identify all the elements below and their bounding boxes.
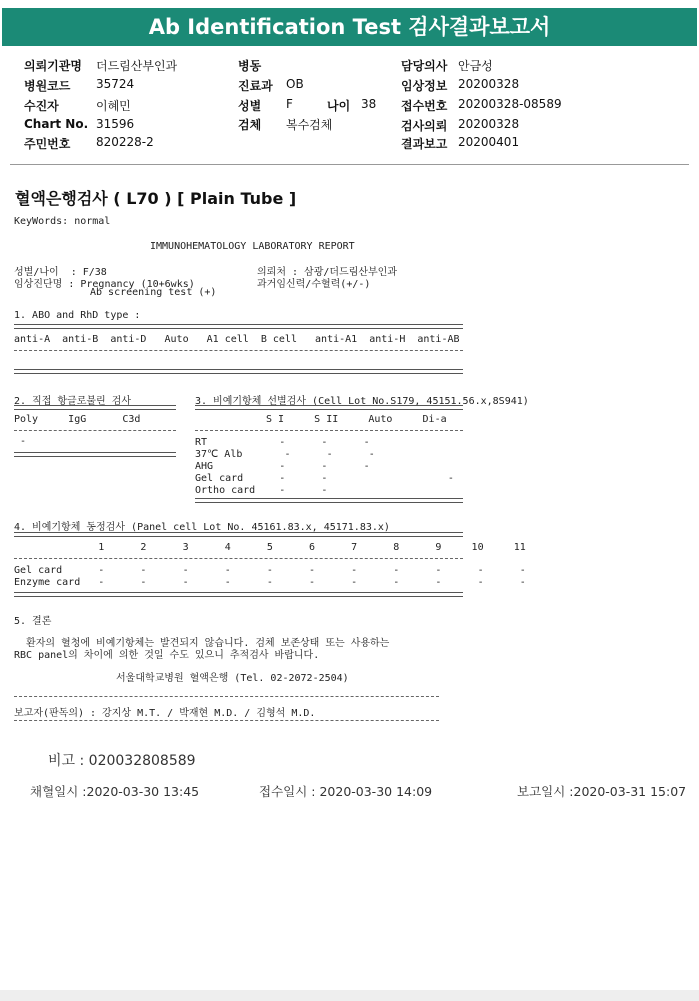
section4-rule-bottom bbox=[14, 592, 463, 597]
reporter-dash-bottom bbox=[14, 720, 439, 721]
header-doctor: 담당의사 bbox=[401, 59, 448, 73]
header-receipt-no-value: 20200328-08589 bbox=[458, 97, 562, 111]
section4-row-enzyme: Enzyme card - - - - - - - - - - - bbox=[14, 577, 526, 588]
section1-rule bbox=[14, 324, 463, 329]
header-clinical-info-value: 20200328 bbox=[458, 77, 520, 91]
section4-columns: 1 2 3 4 5 6 7 8 9 10 11 bbox=[14, 542, 526, 553]
header-hospital-name-value: 더드림산부인과 bbox=[96, 59, 178, 73]
lab-report-title: IMMUNOHEMATOLOGY LABORATORY REPORT bbox=[150, 241, 355, 252]
requester: 의뢰처 : 삼광/더드림산부인과 bbox=[257, 267, 398, 278]
header-sex: 성별 bbox=[238, 99, 262, 113]
header-clinical-info: 임상정보 bbox=[401, 79, 448, 93]
header-test-request-value: 20200328 bbox=[458, 117, 520, 131]
header-divider bbox=[10, 164, 689, 165]
section4-row-gel: Gel card - - - - - - - - - - - bbox=[14, 565, 526, 576]
section3-rule bbox=[195, 405, 463, 410]
header-age-value: 38 bbox=[361, 97, 377, 111]
section2-rule bbox=[14, 405, 176, 410]
section3-title: 3. 비예기항체 선별검사 (Cell Lot No.S179, 45151.56.x,8S941) bbox=[195, 396, 529, 407]
section3-row-rt: RT - - - bbox=[195, 437, 370, 448]
header-doctor-value: 안금성 bbox=[458, 59, 493, 73]
header-specimen: 검체 bbox=[238, 118, 262, 132]
section3-dash bbox=[195, 430, 463, 431]
history: 과거임신력/수혈력(+/-) bbox=[257, 279, 371, 290]
section3-rule-bottom bbox=[195, 498, 463, 503]
reporter-dash-top bbox=[14, 696, 439, 697]
header-resident-no: 주민번호 bbox=[24, 137, 71, 151]
report-title: Ab Identification Test 검사결과보고서 bbox=[2, 8, 697, 46]
section3-row-alb: 37℃ Alb - - - bbox=[195, 449, 375, 460]
section2-row: - bbox=[14, 436, 27, 447]
section4-dash bbox=[14, 558, 463, 559]
header-receipt-no: 접수번호 bbox=[401, 99, 448, 113]
section2-rule-bottom bbox=[14, 452, 176, 457]
header-resident-no-value: 820228-2 bbox=[96, 135, 154, 149]
header-hospital-code-value: 35724 bbox=[96, 77, 135, 91]
reporter: 보고자(판독의) : 강지상 M.T. / 박재현 M.D. / 김형석 M.D. bbox=[14, 708, 316, 719]
remark: 비고 : 020032808589 bbox=[48, 753, 196, 769]
section3-columns: S I S II Auto Di-a bbox=[266, 414, 447, 425]
reported-time: 보고일시 :2020-03-31 15:07 bbox=[517, 784, 687, 799]
section1-columns: anti-A anti-B anti-D Auto A1 cell B cell anti-A1 anti-H anti-AB bbox=[14, 334, 460, 345]
hospital-contact: 서울대학교병원 혈액은행 (Tel. 02-2072-2504) bbox=[116, 673, 349, 684]
section2-title: 2. 직접 항글로불린 검사 bbox=[14, 396, 132, 407]
header-hospital-code: 병원코드 bbox=[24, 79, 71, 93]
conclusion-line1: 환자의 혈청에 비예기항체는 발견되지 않습니다. 검체 보존상태 또는 사용하는 bbox=[14, 638, 390, 649]
section3-row-ortho: Ortho card - - bbox=[195, 485, 328, 496]
bottom-strip bbox=[0, 990, 699, 1001]
header-specimen-value: 복수검체 bbox=[286, 118, 333, 132]
header-result-report-value: 20200401 bbox=[458, 135, 520, 149]
section3-row-ahg: AHG - - - bbox=[195, 461, 370, 472]
section2-dash bbox=[14, 430, 176, 431]
header-ward: 병동 bbox=[238, 59, 262, 73]
section3-row-gel: Gel card - - - bbox=[195, 473, 454, 484]
section5-title: 5. 결론 bbox=[14, 616, 52, 627]
section2-columns: Poly IgG C3d bbox=[14, 414, 141, 425]
header-department-value: OB bbox=[286, 77, 304, 91]
clinical-diagnosis: 임상진단명 : Pregnancy (10+6wks) bbox=[14, 279, 195, 290]
section4-rule bbox=[14, 532, 463, 537]
header-test-request: 검사의뢰 bbox=[401, 119, 448, 133]
test-title: 혈액은행검사 ( L70 ) [ Plain Tube ] bbox=[15, 189, 297, 208]
sex-age: 성별/나이 : F/38 bbox=[14, 267, 107, 278]
header-result-report: 결과보고 bbox=[401, 137, 448, 151]
header-hospital-name: 의뢰기관명 bbox=[24, 59, 82, 73]
header-department: 진료과 bbox=[238, 79, 273, 93]
clinical-diagnosis-2: Ab screening test (+) bbox=[90, 287, 217, 298]
collected-time: 채혈일시 :2020-03-30 13:45 bbox=[30, 784, 200, 799]
received-time: 접수일시 : 2020-03-30 14:09 bbox=[259, 784, 433, 799]
keywords: KeyWords: normal bbox=[14, 216, 111, 227]
section1-title: 1. ABO and RhD type : bbox=[14, 310, 141, 321]
header-age: 나이 bbox=[327, 99, 351, 113]
header-patient-value: 이혜민 bbox=[96, 99, 131, 113]
section1-dash bbox=[14, 350, 463, 351]
header-sex-value: F bbox=[286, 97, 293, 111]
section1-rule-bottom bbox=[14, 369, 463, 374]
header-patient: 수진자 bbox=[24, 99, 59, 113]
header-chart-no: Chart No. bbox=[24, 117, 89, 131]
header-chart-no-value: 31596 bbox=[96, 117, 135, 131]
conclusion-line2: RBC panel의 차이에 의한 것일 수도 있으니 추적검사 바랍니다. bbox=[14, 650, 320, 661]
section4-title: 4. 비예기항체 동정검사 (Panel cell Lot No. 45161.83.x, 45171.83.x) bbox=[14, 522, 390, 533]
